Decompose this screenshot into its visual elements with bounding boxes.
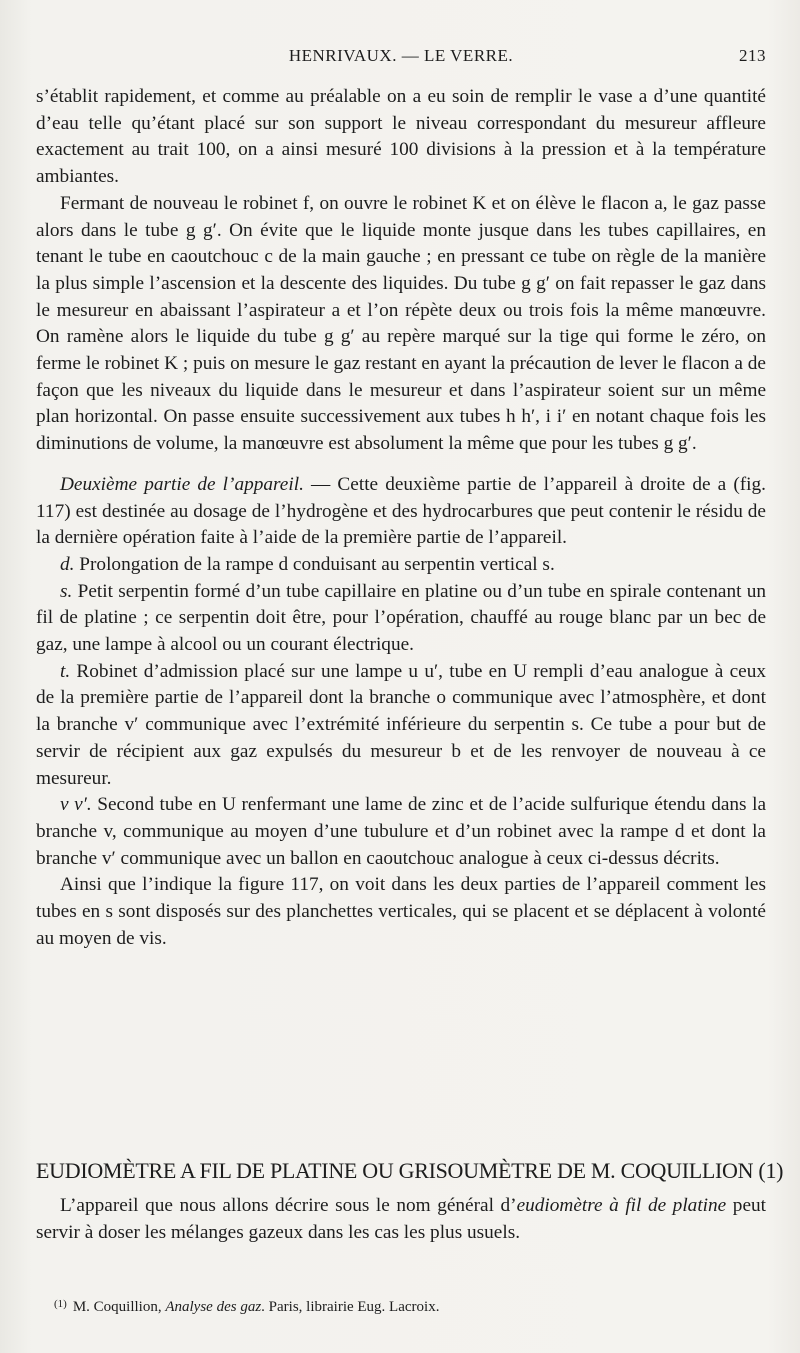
item-key: d. [60,553,75,575]
body-text [36,84,766,953]
running-header [36,46,766,72]
footnote [54,1298,766,1316]
footnote-rest: . Paris, librairie Eug. Lacroix. [261,1299,440,1315]
section-heading: EUDIOMÈTRE A FIL DE PLATINE OU GRISOUMÈTRE DE M. COQUILLION (1) [36,1158,784,1183]
closing-text [36,1192,766,1246]
paragraph-second-part [36,472,766,552]
paragraph-intro [36,1192,766,1246]
item-key: s. [60,580,73,602]
list-item [36,659,766,793]
paragraph-continuation: s’établit rapidement, et comme au préalable on a eu soin de remplir le vase a d’une quantité d’eau telle qu’étant placé sur son support le niveau correspondant du mesureur affleure exactement au trait 100, on a ainsi mesuré 100 divisions à la pression et à la température ambiantes. [36,86,766,188]
item-text: Second tube en U renfermant une lame de zinc et de l’acide sulfurique étendu dans la branche v, communique au moyen d’une tubulure et d’un robinet avec la rampe d et dont la branche v′ communique avec un ballon en caoutchouc analogue à ceux ci-dessus décrits. [36,794,766,869]
footnote-author: M. Coquillion, [72,1299,166,1315]
footnote-work: Analyse des gaz [165,1299,262,1315]
running-title: HENRIVAUX. — LE VERRE. [288,46,514,65]
list-item [36,792,766,872]
page-number: 213 [739,46,766,65]
item-text: Robinet d’admission placé sur une lampe u u′, tube en U rempli d’eau analogue à ceux de la première partie de l’appareil dont la branche o communique avec l’atmosphère, et dont la branche v′ communique avec l’extrémité inférieure du serpentin s. Ce tube a pour but de servir de récipient aux gaz expulsés du mesureur b et de les renvoyer de nouveau à ce mesureur. [36,660,766,789]
second-part-text: — Cette deuxième partie de l’appareil à droite de a (fig. 117) est destinée au dosage de l’hydrogène et des hydrocarbures que peut contenir le résidu de la dernière opération faite à l’aide de la première partie de l’appareil. [36,473,766,549]
closing-italic: eudiomètre à fil de platine [516,1195,727,1216]
closing-before: L’appareil que nous allons décrire sous le nom général d’ [60,1195,517,1216]
item-text: Prolongation de la rampe d conduisant au serpentin vertical s. [74,553,555,575]
list-item [36,552,766,579]
item-key: v v′. [60,794,92,816]
second-part-label: Deuxième partie de l’appareil. [60,473,304,495]
paragraph-final: Ainsi que l’indique la figure 117, on voit dans les deux parties de l’appareil comment les tubes en s sont disposés sur des planchettes verticales, qui se placent et se déplacent à volonté au moyen de vis. [36,874,766,949]
list-item [36,579,766,659]
footnote-marker: (1) [54,1298,67,1310]
item-key: t. [60,660,71,682]
closing-after: peut servir à doser les mélanges gazeux dans les cas les plus usuels. [36,1195,766,1243]
item-text: Petit serpentin formé d’un tube capillaire en platine ou d’un tube en spirale contenant un fil de platine ; ce serpentin doit être, pour l’opération, chauffé au rouge blanc par un bec de gaz, une lampe à alcool ou un courant électrique. [36,580,766,656]
paragraph-procedure: Fermant de nouveau le robinet f, on ouvre le robinet K et on élève le flacon a, le gaz passe alors dans le tube g g′. On évite que le liquide monte jusque dans les tubes capillaires, en tenant le tube en caoutchouc c de la main gauche ; en pressant ce tube on règle de la manière la plus simple l’ascension et la descente des liquides. Du tube g g′ on fait repasser le gaz dans le mesureur en abaissant l’aspirateur a et l’on répète deux ou trois fois la même manœuvre. On ramène alors le liquide du tube g g′ au repère marqué sur la tige qui forme le zéro, on ferme le robinet K ; puis on mesure le gaz restant en ayant la précaution de lever le flacon a de façon que les niveaux du liquide dans le mesureur et dans l’aspirateur soient sur un même plan horizontal. On passe ensuite successivement aux tubes h h′, i i′ en notant chaque fois les diminutions de volume, la manœuvre est absolument la même que pour les tubes g g′. [36,192,766,455]
